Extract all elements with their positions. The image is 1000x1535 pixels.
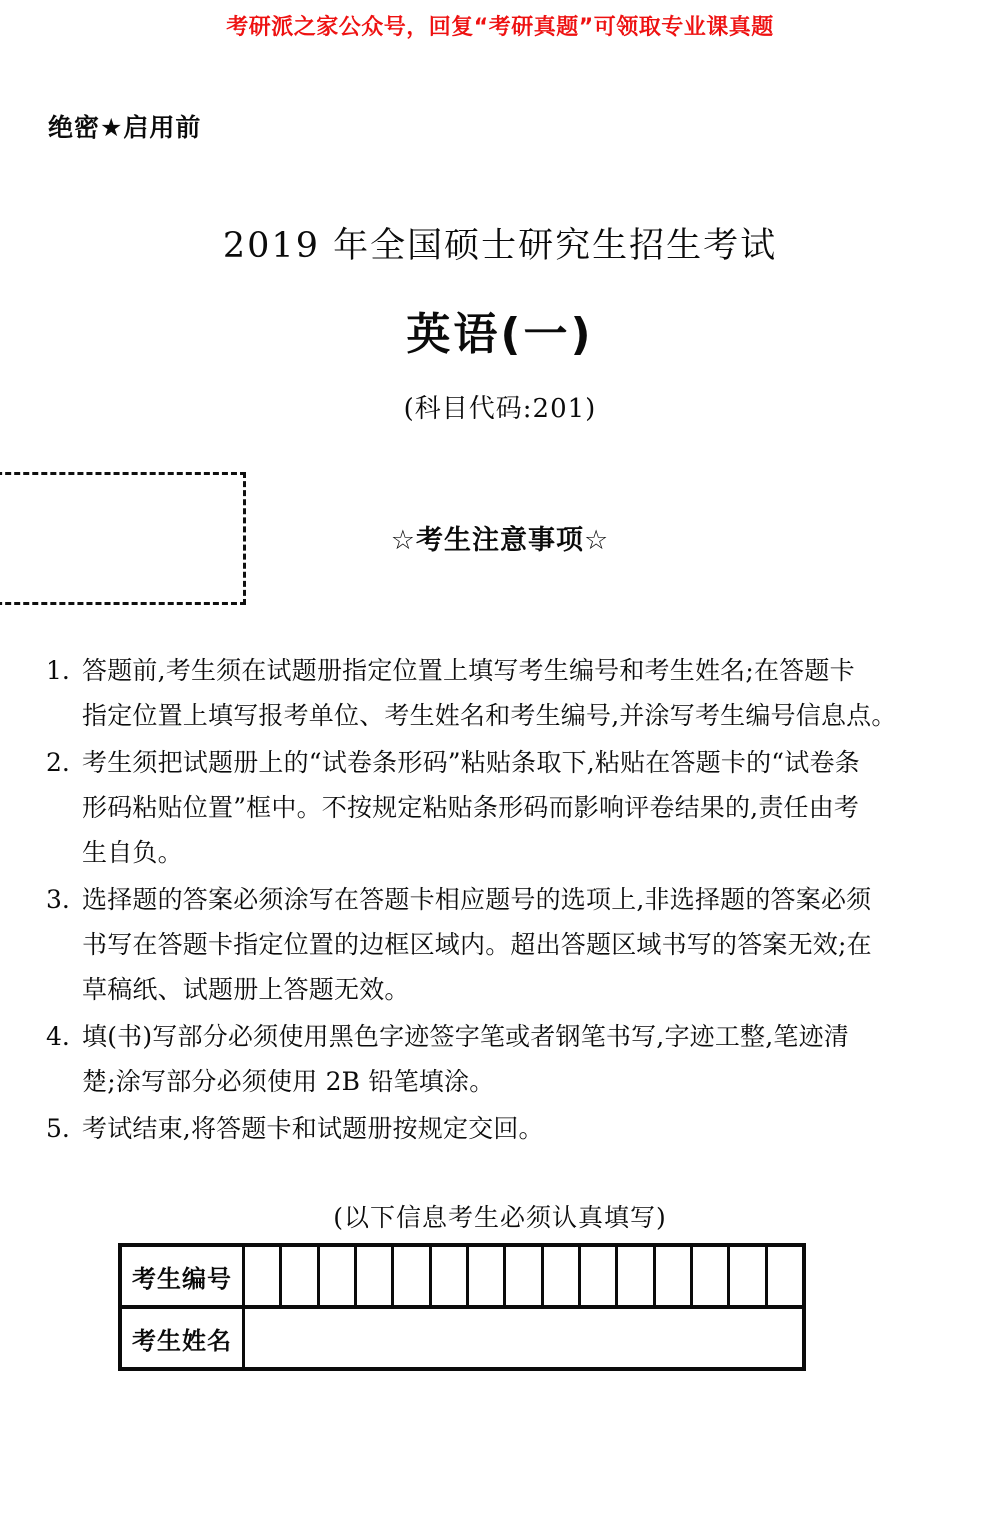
instruction-line: 草稿纸、试题册上答题无效。 <box>82 975 410 1004</box>
instruction-line: 填(书)写部分必须使用黑色字迹签字笔或者钢笔书写,字迹工整,笔迹清 <box>82 1022 850 1051</box>
candidate-number-cell[interactable] <box>693 1247 730 1305</box>
notice-heading: ☆考生注意事项☆ <box>390 525 610 556</box>
instruction-line: 选择题的答案必须涂写在答题卡相应题号的选项上,非选择题的答案必须 <box>82 885 872 914</box>
candidate-number-cell[interactable] <box>320 1247 357 1305</box>
candidate-number-cell[interactable] <box>656 1247 693 1305</box>
instruction-item <box>46 1106 954 1151</box>
table-row <box>122 1247 802 1309</box>
exam-title: 2019 年全国硕士研究生招生考试 <box>222 226 778 266</box>
instruction-number: 4. <box>46 1022 70 1051</box>
instruction-line: 指定位置上填写报考单位、考生姓名和考生编号,并涂写考生编号信息点。 <box>82 701 897 730</box>
instruction-text <box>82 648 954 738</box>
instruction-text <box>82 1106 954 1151</box>
promo-banner-text: 考研派之家公众号，回复“考研真题”可领取专业课真题 <box>226 15 774 40</box>
candidate-name-label: 考生姓名 <box>122 1309 245 1367</box>
instruction-list <box>46 648 954 1153</box>
candidate-name-input[interactable] <box>245 1309 802 1367</box>
instruction-line: 考试结束,将答题卡和试题册按规定交回。 <box>82 1114 544 1143</box>
instruction-number: 2. <box>46 748 70 777</box>
instruction-item <box>46 1014 954 1104</box>
candidate-number-cell[interactable] <box>282 1247 319 1305</box>
candidate-number-cell[interactable] <box>506 1247 543 1305</box>
candidate-number-cell[interactable] <box>730 1247 767 1305</box>
candidate-number-cell[interactable] <box>394 1247 431 1305</box>
candidate-number-cell[interactable] <box>581 1247 618 1305</box>
subject-code: (科目代码:201) <box>403 394 597 424</box>
subject-title: 英语(一) <box>406 309 594 360</box>
barcode-paste-box <box>0 472 246 605</box>
secrecy-label: 绝密★启用前 <box>48 113 202 142</box>
instruction-item <box>46 648 954 738</box>
instruction-item <box>46 740 954 875</box>
candidate-number-cell[interactable] <box>469 1247 506 1305</box>
candidate-number-cell[interactable] <box>544 1247 581 1305</box>
candidate-number-cell[interactable] <box>357 1247 394 1305</box>
instruction-text <box>82 1014 954 1104</box>
instruction-line: 答题前,考生须在试题册指定位置上填写考生编号和考生姓名;在答题卡 <box>82 656 855 685</box>
form-caption: (以下信息考生必须认真填写) <box>333 1203 667 1232</box>
instruction-text <box>82 740 954 875</box>
instruction-line: 考生须把试题册上的“试卷条形码”粘贴条取下,粘贴在答题卡的“试卷条 <box>82 748 860 777</box>
candidate-number-cell[interactable] <box>618 1247 655 1305</box>
candidate-number-cell[interactable] <box>245 1247 282 1305</box>
instruction-number: 1. <box>46 656 70 685</box>
instruction-text <box>82 877 954 1012</box>
candidate-number-cell[interactable] <box>768 1247 802 1305</box>
table-row <box>122 1309 802 1367</box>
instruction-line: 楚;涂写部分必须使用 2B 铅笔填涂。 <box>82 1067 495 1096</box>
instruction-number: 5. <box>46 1114 70 1143</box>
instruction-line: 书写在答题卡指定位置的边框区域内。超出答题区域书写的答案无效;在 <box>82 930 872 959</box>
instruction-line: 生自负。 <box>82 838 183 867</box>
candidate-number-label: 考生编号 <box>122 1247 245 1305</box>
instruction-line: 形码粘贴位置”框中。不按规定粘贴条形码而影响评卷结果的,责任由考 <box>82 793 860 822</box>
candidate-number-input[interactable] <box>245 1247 802 1305</box>
instruction-item <box>46 877 954 1012</box>
candidate-number-cell[interactable] <box>432 1247 469 1305</box>
candidate-info-table <box>118 1243 806 1371</box>
instruction-number: 3. <box>46 885 70 914</box>
